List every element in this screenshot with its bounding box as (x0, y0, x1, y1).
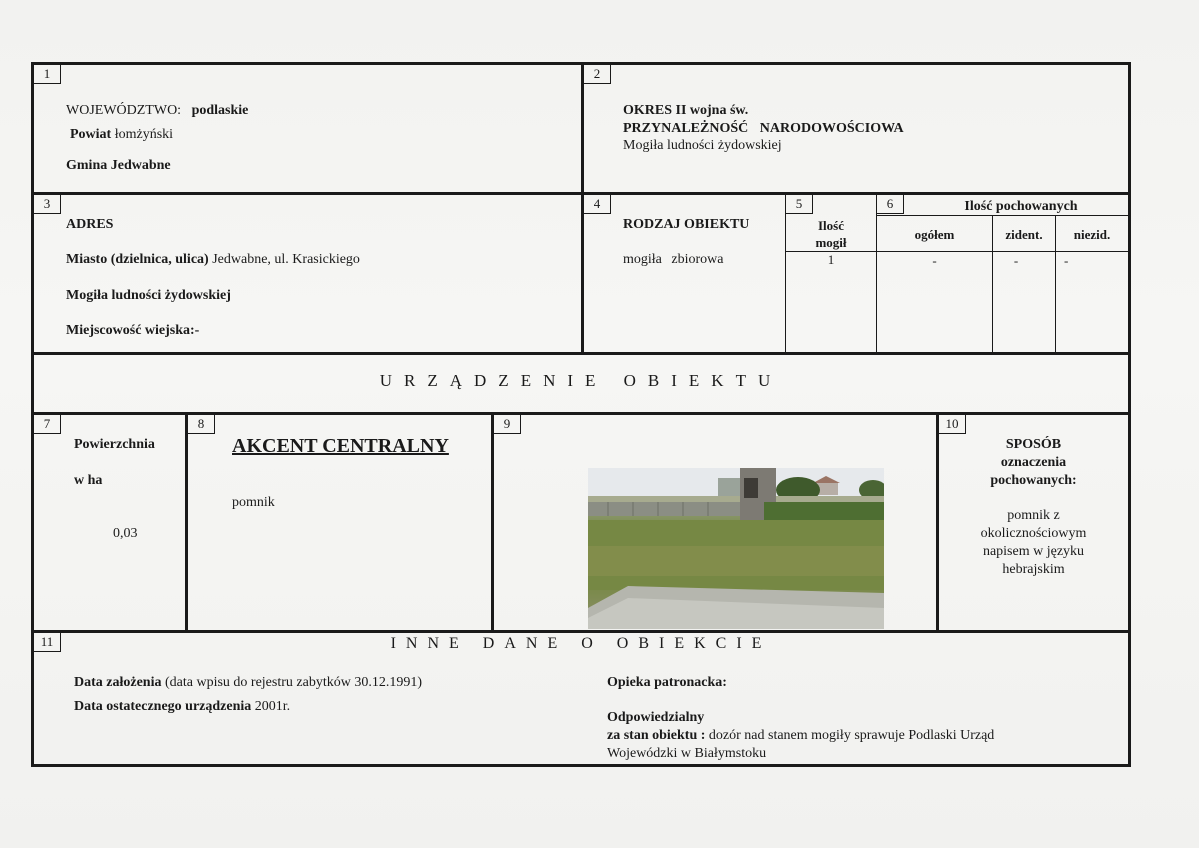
cell-number-4: 4 (584, 195, 611, 214)
ilosc-pochowanych-label: Ilość pochowanych (964, 199, 1078, 214)
divider-row2 (34, 352, 1128, 355)
akcent-centralny-label: AKCENT CENTRALNY (232, 435, 449, 457)
powierzchnia-unit: w ha (74, 473, 103, 488)
cell-number-8: 8 (188, 415, 215, 434)
divider-row4 (34, 630, 1128, 633)
cell-number-10: 10 (939, 415, 966, 434)
ilosc-mogil-label-2: mogił (815, 235, 847, 250)
za-stan-obiektu-label: za stan obiektu : (607, 728, 706, 743)
sposob-desc-2: okolicznościowym (980, 526, 1087, 541)
data-zalozenia-line (74, 675, 422, 691)
divider-c8 (491, 415, 494, 630)
miasto-line (66, 252, 360, 268)
przynaleznosc: PRZYNALEŻNOŚĆ NARODOWOŚCIOWA (623, 121, 904, 136)
cell-number-1: 1 (34, 65, 61, 84)
miasto-label: Miasto (dzielnica, ulica) (66, 252, 209, 267)
val-niezid: - (1064, 253, 1069, 268)
miasto-value: Jedwabne, ul. Krasickiego (212, 252, 360, 267)
col-niezid: niezid. (1073, 227, 1111, 242)
adres-label: ADRES (66, 217, 114, 232)
wojewodztwo-line (66, 103, 248, 119)
powierzchnia-label: Powierzchnia (74, 437, 155, 452)
col-zident: zident. (1005, 227, 1043, 242)
przynaleznosc-value: Mogiła ludności żydowskiej (623, 138, 782, 153)
wojewodztwo-value: podlaskie (191, 103, 249, 118)
data-ostatecznego-label: Data ostatecznego urządzenia (74, 699, 252, 714)
cell-number-7: 7 (34, 415, 61, 434)
sposob-label-1: SPOSÓB (1005, 437, 1062, 452)
cell-number-11: 11 (34, 633, 61, 652)
col-ogolem: ogółem (914, 227, 955, 242)
odpowiedzialny-line (607, 728, 994, 744)
sposob-label-3: pochowanych: (990, 473, 1077, 488)
divider-col6 (876, 195, 877, 352)
powiat-label: Powiat (70, 127, 112, 142)
cell-number-3: 3 (34, 195, 61, 214)
powiat-value: łomżyński (114, 127, 174, 142)
val-ogolem: - (932, 253, 937, 268)
cell-number-2: 2 (584, 65, 611, 84)
cell-number-5: 5 (786, 195, 813, 214)
data-zalozenia-label: Data założenia (74, 675, 162, 690)
rodzaj-obiektu-label: RODZAJ OBIEKTU (623, 217, 750, 232)
cell-number-6: 6 (877, 195, 904, 214)
rodzaj-obiektu-value: mogiła zbiorowa (623, 252, 724, 267)
data-zalozenia-value: (data wpisu do rejestru zabytków 30.12.1991) (164, 675, 422, 690)
wojewodztwo-label: WOJEWÓDZTWO: (66, 103, 182, 118)
miejscowosc-wiejska: Miejscowość wiejska:- (66, 323, 200, 338)
data-ostatecznego-value: 2001r. (254, 699, 291, 714)
divider-c6-head (876, 215, 1128, 216)
akcent-centralny-value: pomnik (232, 495, 275, 510)
cell-number-9: 9 (494, 415, 521, 434)
ilosc-mogil-value: 1 (827, 252, 835, 267)
section-title-urzadzenie: URZĄDZENIE OBIEKTU (379, 371, 783, 390)
gmina: Gmina Jedwabne (66, 158, 171, 173)
data-ostatecznego-line (74, 699, 290, 715)
sposob-desc-1: pomnik z (1007, 508, 1060, 523)
section-title-inne-dane: INNE DANE O OBIEKCIE (390, 635, 772, 652)
powierzchnia-value: 0,03 (113, 526, 138, 541)
odpowiedzialny-label: Odpowiedzialny (607, 710, 705, 725)
za-stan-obiektu-value: dozór nad stanem mogiły sprawuje Podlaski Urząd (708, 728, 995, 743)
sposob-label-2: oznaczenia (1000, 455, 1067, 470)
ilosc-mogil-label-1: Ilość (818, 218, 844, 233)
mogila-label: Mogiła ludności żydowskiej (66, 288, 231, 303)
powiat-line (70, 127, 173, 143)
okres: OKRES II wojna św. (623, 103, 749, 118)
registry-form (31, 62, 1131, 767)
monument-photo (588, 468, 884, 629)
divider-c7 (185, 415, 188, 630)
val-zident: - (1013, 253, 1019, 268)
monument-photo-graphic (588, 468, 884, 629)
za-stan-obiektu-value-2: Wojewódzki w Białymstoku (607, 746, 767, 761)
sposob-desc-4: hebrajskim (1002, 562, 1065, 577)
opieka-patronacka: Opieka patronacka: (607, 675, 727, 690)
sposob-desc-3: napisem w języku (982, 544, 1085, 559)
